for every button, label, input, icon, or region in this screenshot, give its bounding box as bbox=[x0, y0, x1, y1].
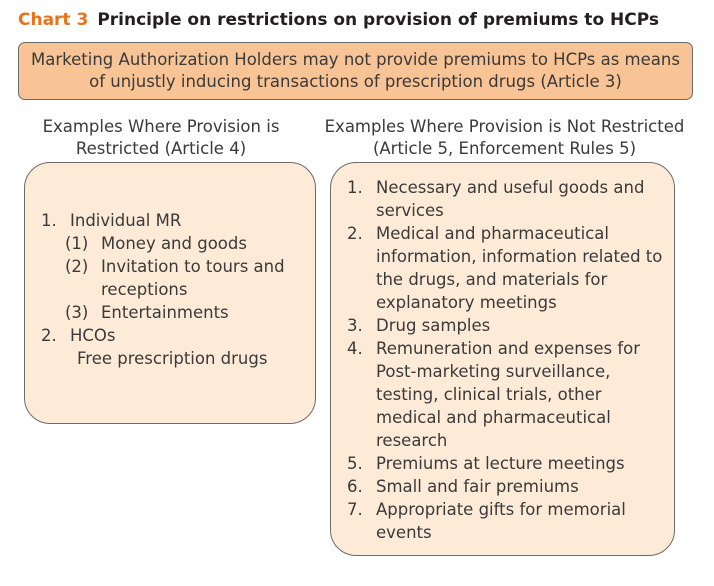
restricted-heading: Examples Where Provision is Restricted (Article 4) bbox=[42, 117, 280, 158]
list-item-text: Necessary and useful goods and services bbox=[376, 178, 645, 220]
list-item-number: 1. bbox=[41, 211, 57, 230]
sub-item-number: (1) bbox=[65, 234, 89, 253]
list-item bbox=[347, 475, 666, 498]
list-item-number: 3. bbox=[347, 316, 363, 335]
chart-title-row bbox=[18, 10, 659, 30]
sub-list-item bbox=[41, 255, 305, 301]
list-item bbox=[41, 324, 305, 347]
list-item bbox=[347, 452, 666, 475]
list-item-number: 1. bbox=[347, 178, 363, 197]
list-item bbox=[347, 222, 666, 314]
list-item-text: Medical and pharmaceutical information, information related to the drugs, and materials for explanatory meetings bbox=[376, 224, 663, 312]
list-item-number: 7. bbox=[347, 500, 363, 519]
chart-title: Principle on restrictions on provision of premiums to HCPs bbox=[97, 10, 660, 30]
list-item bbox=[347, 314, 666, 337]
list-item-number: 5. bbox=[347, 454, 363, 473]
sub-item-text: Money and goods bbox=[101, 234, 247, 253]
list-item-text: Appropriate gifts for memorial events bbox=[376, 500, 626, 542]
principle-box bbox=[18, 42, 693, 100]
not-restricted-panel bbox=[330, 162, 675, 556]
principle-text: Marketing Authorization Holders may not provide premiums to HCPs as means of unjustly inducing transactions of prescription drugs (Article 3) bbox=[31, 50, 680, 91]
sub-list-item bbox=[41, 232, 305, 255]
list-item bbox=[347, 176, 666, 222]
hco-detail-text: Free prescription drugs bbox=[77, 349, 268, 368]
list-item-number: 2. bbox=[347, 224, 363, 243]
sub-item-text: Invitation to tours and receptions bbox=[101, 257, 285, 299]
list-item-text: Drug samples bbox=[376, 316, 491, 335]
restricted-panel bbox=[24, 162, 316, 424]
list-item-number: 2. bbox=[41, 326, 57, 345]
sub-item-text: Entertainments bbox=[101, 303, 229, 322]
list-item-text: HCOs bbox=[70, 326, 116, 345]
list-item-text: Small and fair premiums bbox=[376, 477, 579, 496]
sub-item-number: (3) bbox=[65, 303, 89, 322]
not-restricted-heading: Examples Where Provision is Not Restricted (Article 5, Enforcement Rules 5) bbox=[324, 117, 685, 158]
list-item-number: 6. bbox=[347, 477, 363, 496]
list-item-number: 4. bbox=[347, 339, 363, 358]
list-item bbox=[41, 209, 305, 232]
sub-item-number: (2) bbox=[65, 257, 89, 276]
list-item-text: Premiums at lecture meetings bbox=[376, 454, 625, 473]
list-item bbox=[347, 498, 666, 544]
list-item-text: Individual MR bbox=[70, 211, 182, 230]
list-item bbox=[347, 337, 666, 452]
chart-number-label: Chart 3 bbox=[18, 10, 89, 30]
sub-list-item bbox=[41, 301, 305, 324]
list-item-text: Remuneration and expenses for Post-marketing surveillance, testing, clinical trials, other medical and pharmaceutical research bbox=[376, 339, 641, 450]
